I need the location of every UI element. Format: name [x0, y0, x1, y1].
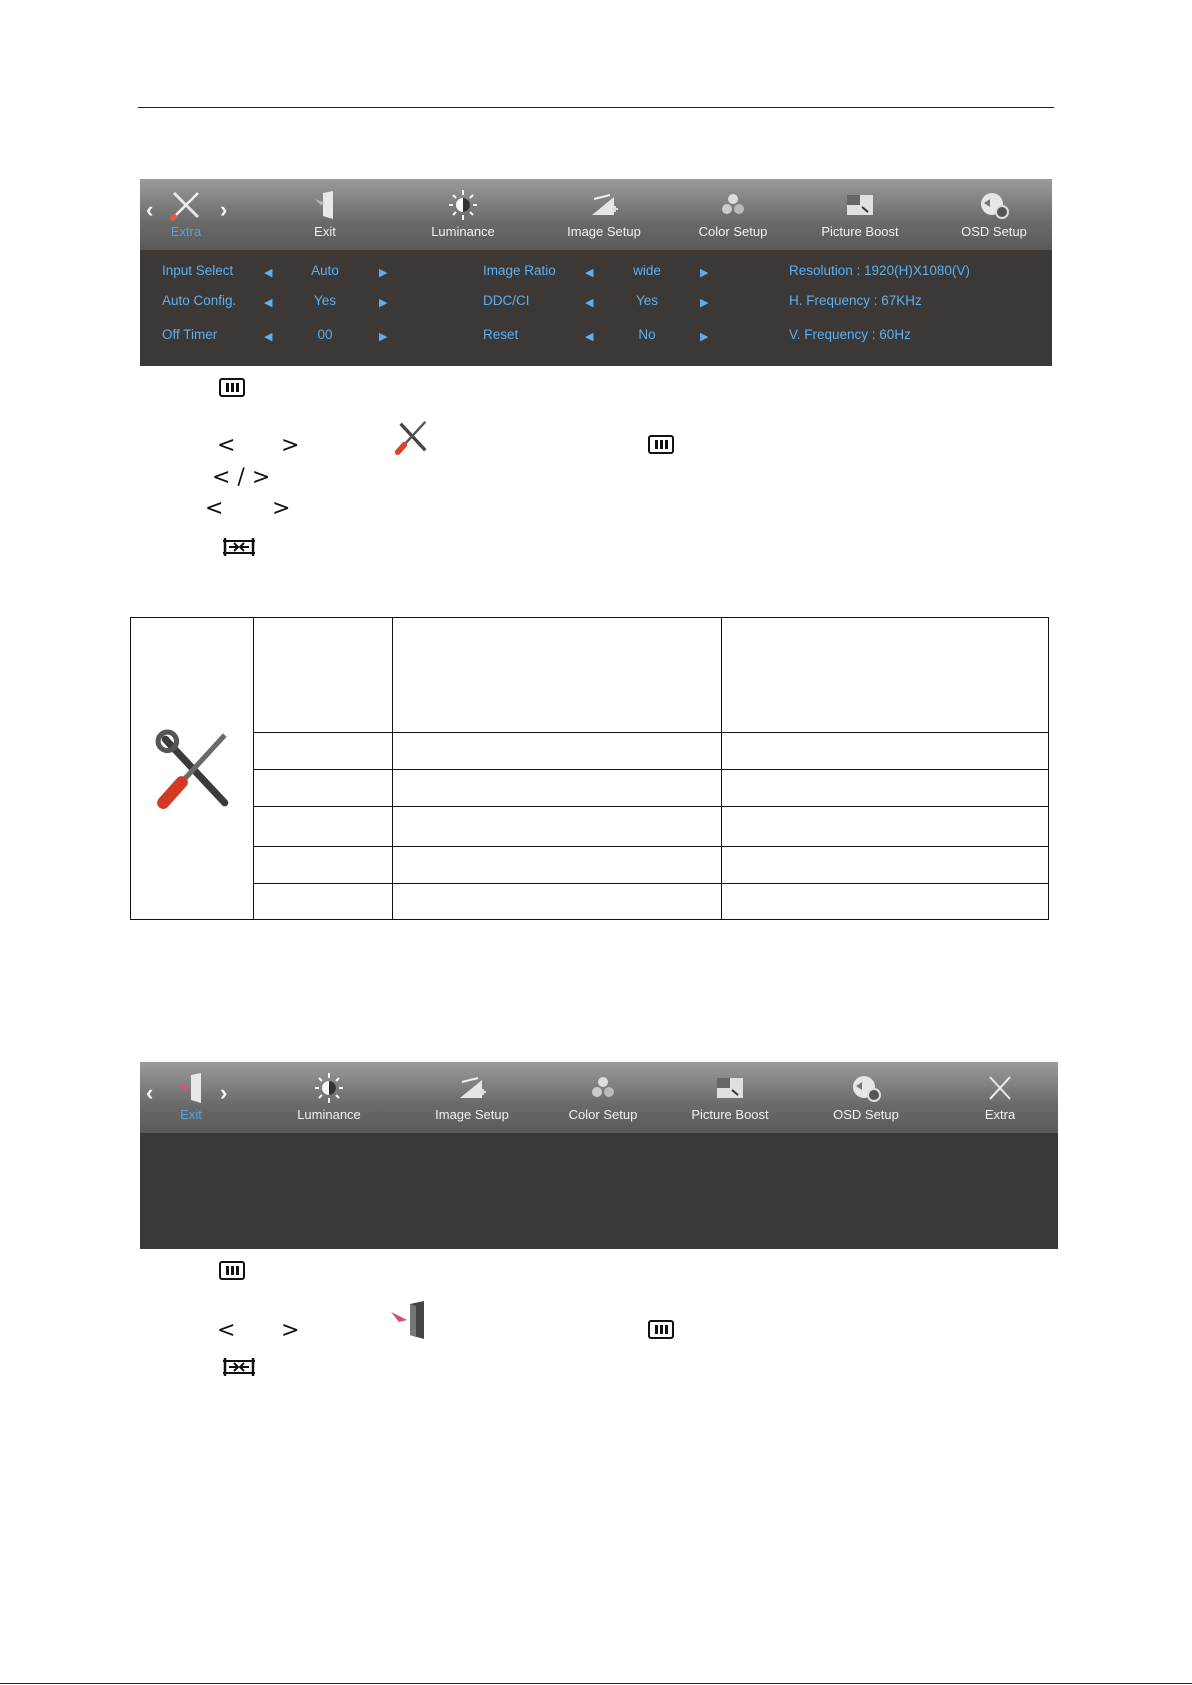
extra-settings-table — [130, 617, 1049, 920]
tab-label: Exit — [180, 1107, 202, 1122]
tab-exit[interactable] — [136, 1072, 246, 1130]
setting-auto-config-label: Auto Config. — [162, 293, 237, 308]
osd-settings-area — [140, 1133, 1058, 1249]
info-v-frequency: V. Frequency : 60Hz — [789, 327, 911, 342]
tab-color-setup[interactable] — [678, 189, 788, 247]
osd-setup-icon — [974, 189, 1014, 221]
chevron-right-icon: > — [272, 496, 291, 521]
image-setup-icon — [452, 1072, 492, 1104]
tab-label: Extra — [170, 224, 202, 239]
color-setup-icon — [713, 189, 753, 221]
sun-icon — [443, 189, 483, 221]
menu-key-icon — [648, 435, 674, 454]
tab-extra[interactable] — [945, 1072, 1055, 1130]
osd-extra-panel — [140, 179, 1052, 366]
tools-icon — [166, 189, 206, 221]
picture-boost-icon — [710, 1072, 750, 1104]
tools-icon — [980, 1072, 1020, 1104]
tab-picture-boost[interactable] — [675, 1072, 785, 1130]
auto-key-icon — [221, 1356, 257, 1378]
chevron-left-icon: < — [217, 1318, 236, 1343]
tab-osd-setup[interactable] — [811, 1072, 921, 1130]
auto-key-icon — [221, 536, 257, 558]
tab-label: Extra — [984, 1107, 1016, 1122]
exit-door-icon — [388, 1300, 432, 1340]
setting-reset-value: No — [638, 327, 656, 342]
color-setup-icon — [583, 1072, 623, 1104]
chevron-right-icon: > — [281, 433, 300, 458]
arrow-right-icon[interactable]: ▶ — [379, 267, 388, 279]
arrow-left-icon[interactable]: ◀ — [585, 267, 594, 279]
setting-off-timer-value: 00 — [317, 327, 333, 342]
tab-label: OSD Setup — [833, 1107, 899, 1122]
tab-luminance[interactable] — [274, 1072, 384, 1130]
setting-auto-config-value: Yes — [313, 293, 337, 308]
arrow-right-icon[interactable]: ▶ — [700, 331, 709, 343]
tab-label: Luminance — [297, 1107, 361, 1122]
setting-reset-label: Reset — [483, 327, 519, 342]
chevron-right-icon[interactable]: › — [220, 197, 228, 222]
tab-label: Picture Boost — [821, 224, 899, 239]
osd-exit-panel — [140, 1062, 1058, 1249]
image-setup-icon — [584, 189, 624, 221]
tab-image-setup[interactable] — [417, 1072, 527, 1130]
header-rule — [138, 107, 1054, 108]
setting-ddc-ci-label: DDC/CI — [483, 293, 530, 308]
arrow-right-icon[interactable]: ▶ — [700, 267, 709, 279]
info-h-frequency: H. Frequency : 67KHz — [789, 293, 922, 308]
tab-label: Color Setup — [698, 224, 768, 239]
arrow-right-icon[interactable]: ▶ — [379, 331, 388, 343]
osd-settings-area — [140, 250, 1052, 366]
tab-label: Picture Boost — [691, 1107, 769, 1122]
info-resolution: Resolution : 1920(H)X1080(V) — [789, 263, 970, 278]
tab-label: OSD Setup — [961, 224, 1027, 239]
tab-label: Image Setup — [435, 1107, 509, 1122]
tab-label: Color Setup — [568, 1107, 638, 1122]
footer-rule — [0, 1683, 1192, 1684]
chevron-right-icon[interactable]: › — [220, 1080, 228, 1105]
setting-image-ratio-label: Image Ratio — [483, 263, 556, 278]
arrow-left-icon[interactable]: ◀ — [264, 267, 273, 279]
tab-label: Luminance — [431, 224, 495, 239]
arrow-right-icon[interactable]: ▶ — [700, 297, 709, 309]
osd-setup-icon — [846, 1072, 886, 1104]
osd-tab-bar — [140, 1062, 1058, 1133]
tab-image-setup[interactable] — [549, 189, 659, 247]
arrow-right-icon[interactable]: ▶ — [379, 297, 388, 309]
chevron-left-icon[interactable]: ‹ — [146, 197, 154, 222]
arrow-left-icon[interactable]: ◀ — [264, 331, 273, 343]
menu-key-icon — [648, 1320, 674, 1339]
setting-image-ratio-value: wide — [633, 263, 661, 278]
chevron-left-icon: < — [217, 433, 236, 458]
arrow-left-icon[interactable]: ◀ — [585, 331, 594, 343]
menu-key-icon — [219, 1261, 245, 1280]
osd-tab-bar — [140, 179, 1052, 250]
exit-door-icon — [305, 189, 345, 221]
tab-label: Image Setup — [567, 224, 641, 239]
tab-color-setup[interactable] — [548, 1072, 658, 1130]
tab-luminance[interactable] — [408, 189, 518, 247]
tab-picture-boost[interactable] — [805, 189, 915, 247]
arrow-left-icon[interactable]: ◀ — [264, 297, 273, 309]
menu-key-icon — [219, 378, 245, 397]
sun-icon — [309, 1072, 349, 1104]
setting-off-timer-label: Off Timer — [162, 327, 218, 342]
chevron-pair-icon: < / > — [212, 465, 271, 490]
tab-osd-setup[interactable] — [939, 189, 1049, 247]
tab-extra[interactable] — [131, 189, 241, 247]
tab-label: Exit — [314, 224, 336, 239]
setting-input-select-label: Input Select — [162, 263, 234, 278]
chevron-right-icon: > — [281, 1318, 300, 1343]
picture-boost-icon — [840, 189, 880, 221]
exit-door-icon — [171, 1072, 211, 1104]
chevron-left-icon: < — [205, 496, 224, 521]
tab-exit[interactable] — [270, 189, 380, 247]
tools-icon — [153, 729, 235, 811]
setting-input-select-value: Auto — [311, 263, 339, 278]
tools-icon — [393, 418, 431, 456]
chevron-left-icon[interactable]: ‹ — [146, 1080, 154, 1105]
setting-ddc-ci-value: Yes — [635, 293, 659, 308]
arrow-left-icon[interactable]: ◀ — [585, 297, 594, 309]
